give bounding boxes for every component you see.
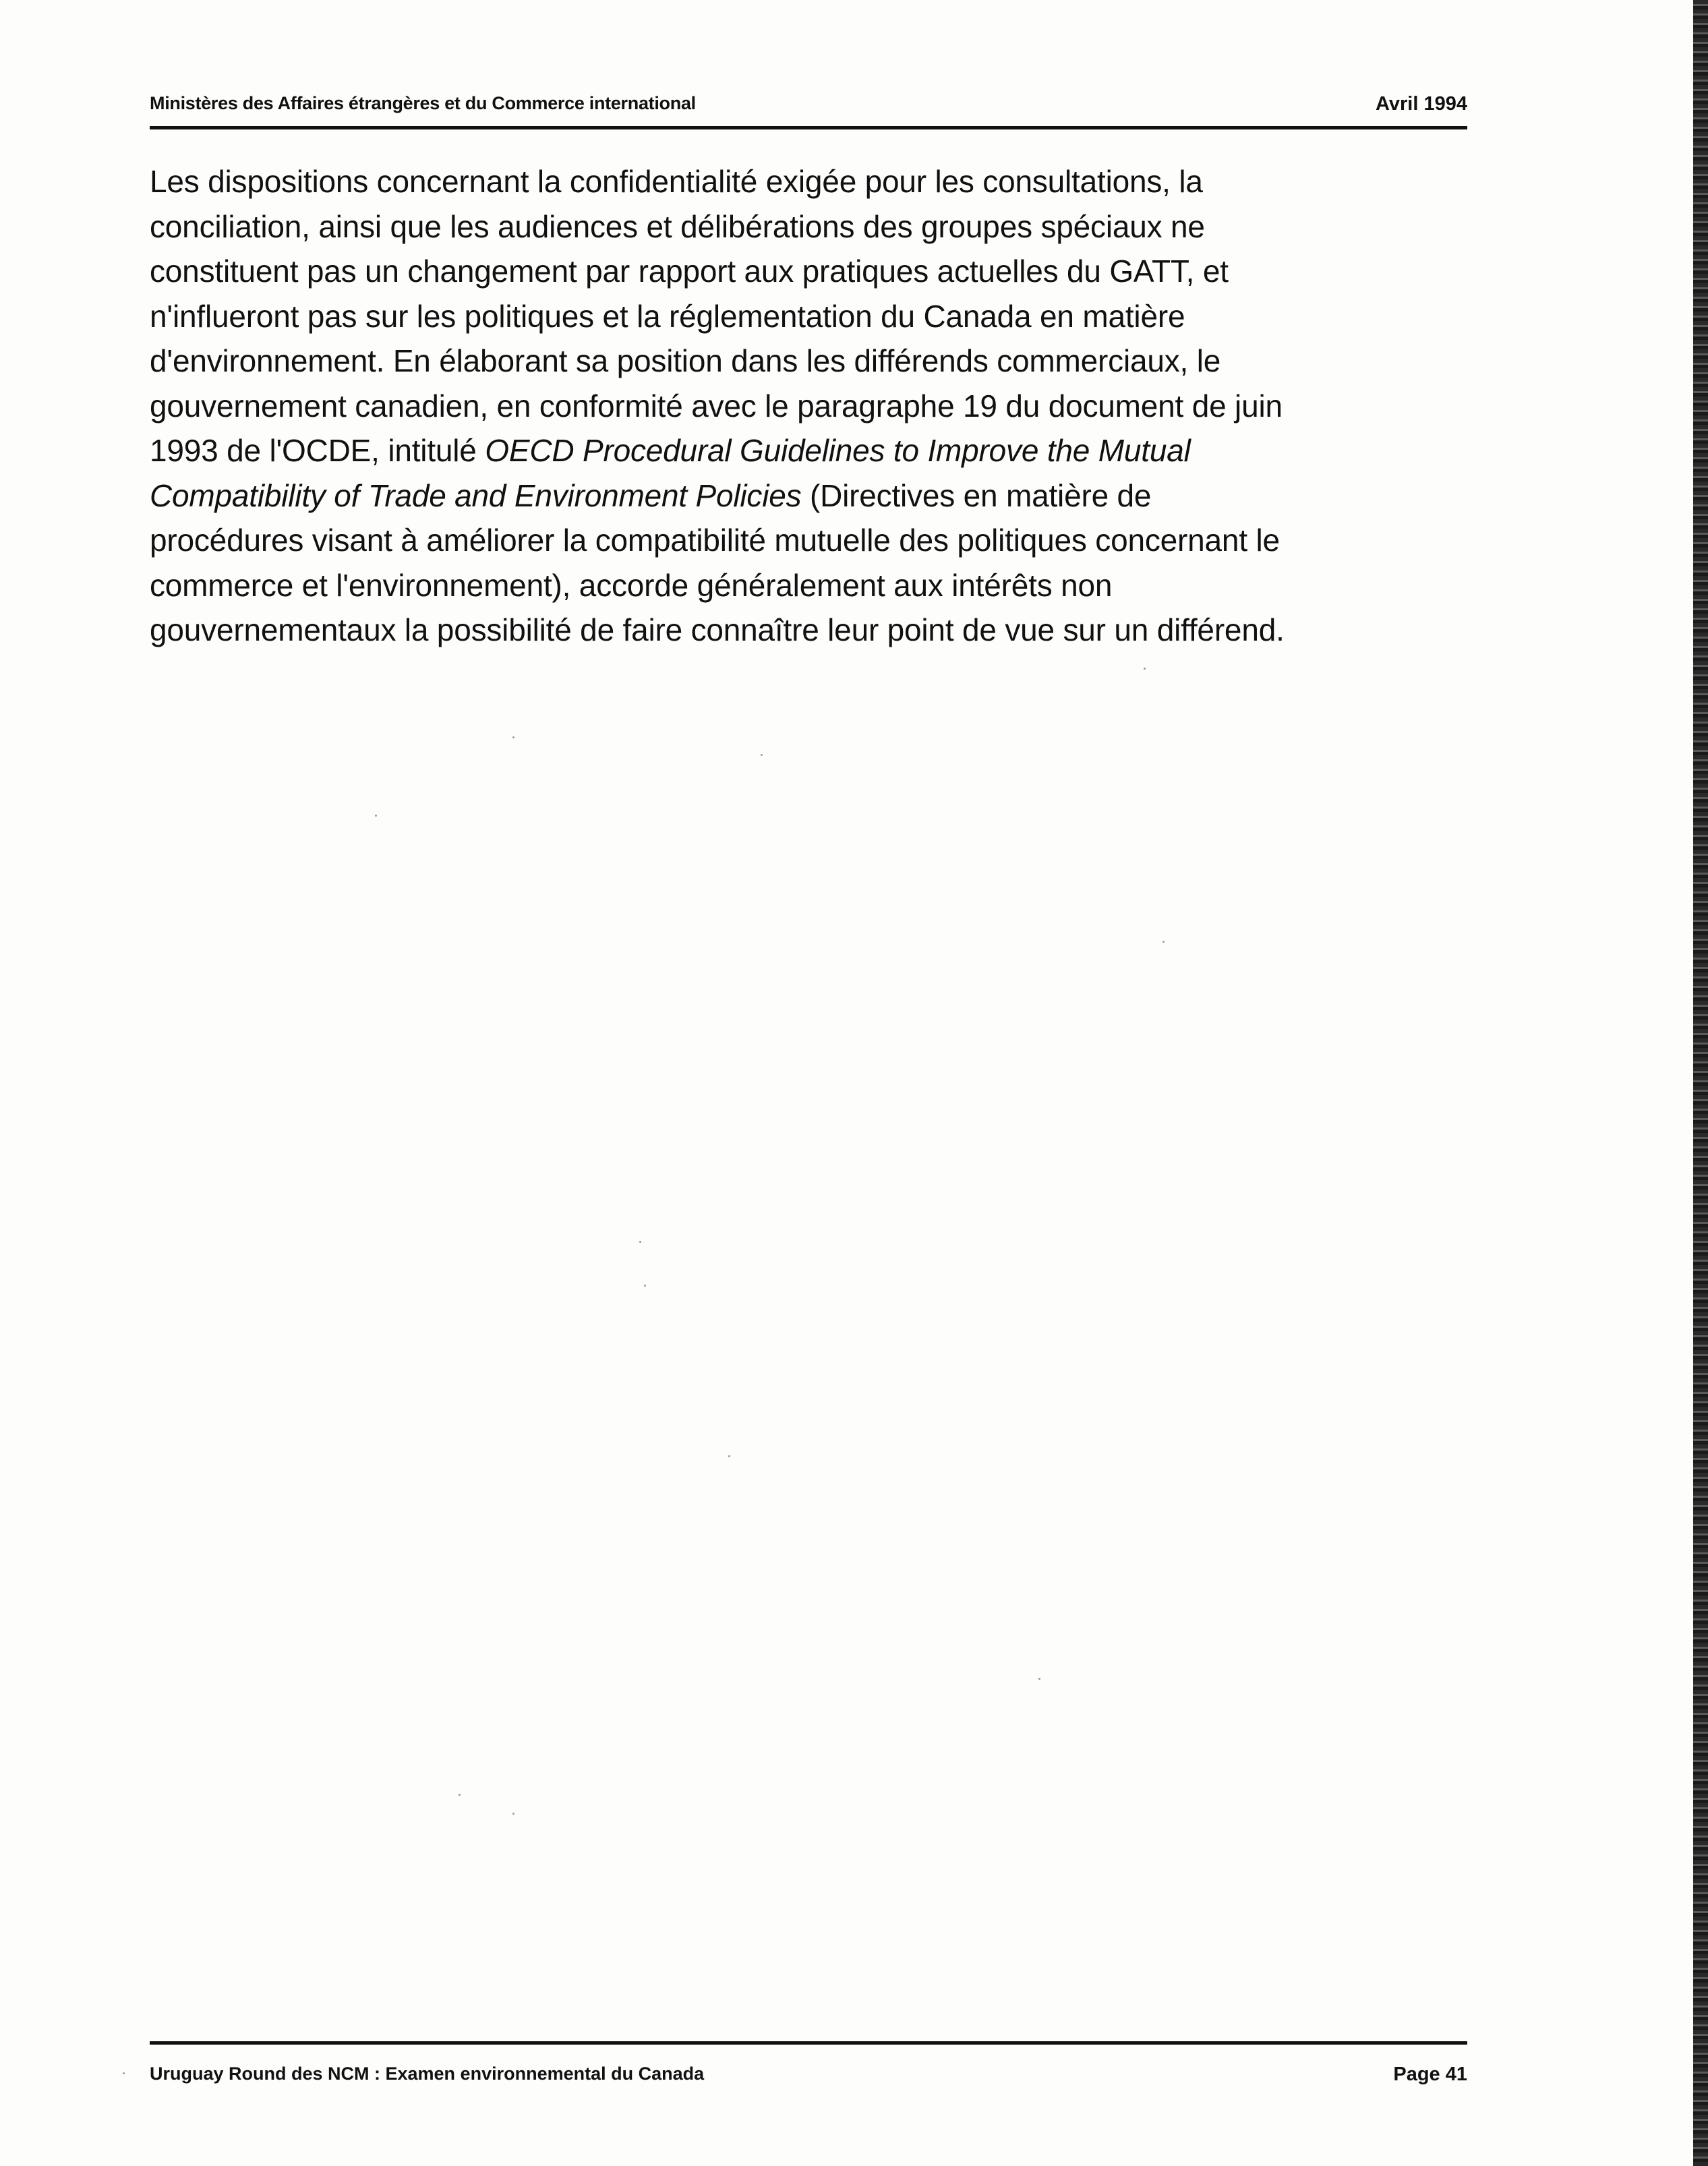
scan-speck — [459, 1794, 461, 1796]
scan-speck — [728, 1455, 730, 1457]
scan-speck — [512, 1813, 514, 1815]
scan-speck — [375, 815, 377, 817]
body-line: Les dispositions concernant la confidentialité exigée pour les consultations, la — [150, 164, 1203, 199]
body-line: procédures visant à améliorer la compatibilité mutuelle des politiques concernant le — [150, 523, 1280, 558]
body-line: conciliation, ainsi que les audiences et délibérations des groupes spéciaux ne — [150, 208, 1205, 244]
body-line: commerce et l'environnement), accorde généralement aux intérêts non — [150, 567, 1113, 603]
body-line: gouvernementaux la possibilité de faire connaître leur point de vue sur un différend. — [150, 612, 1285, 647]
body-line-part: (Directives en matière de — [801, 477, 1152, 513]
page-header — [150, 93, 1467, 127]
footer-title: Uruguay Round des NCM : Examen environnemental du Canada — [150, 2063, 705, 2084]
scan-edge — [1693, 0, 1708, 2166]
scan-speck — [639, 1241, 641, 1243]
body-line — [150, 428, 1498, 473]
footer-rule — [150, 2041, 1467, 2045]
scan-speck — [644, 1285, 646, 1287]
scan-speck — [1038, 1678, 1040, 1680]
body-line-part: 1993 de l'OCDE, intitulé — [150, 433, 485, 468]
page-number: Page 41 — [1393, 2063, 1467, 2085]
body-line: constituent pas un changement par rapport aux pratiques actuelles du GATT, et — [150, 254, 1229, 289]
body-line: gouvernement canadien, en conformité avec le paragraphe 19 du document de juin — [150, 388, 1283, 423]
scan-speck — [123, 2072, 125, 2074]
body-paragraph — [150, 159, 1498, 653]
body-line — [150, 473, 1498, 519]
document-title-italic: OECD Procedural Guidelines to Improve the Mutual — [485, 433, 1191, 468]
document-title-italic: Compatibility of Trade and Environment Policies — [150, 477, 802, 513]
scan-speck — [1144, 668, 1146, 670]
header-rule — [150, 126, 1467, 129]
header-date: Avril 1994 — [1376, 93, 1467, 115]
scan-speck — [512, 736, 514, 738]
header-ministry: Ministères des Affaires étrangères et du Commerce international — [150, 93, 696, 113]
body-line: n'influeront pas sur les politiques et la réglementation du Canada en matière — [150, 298, 1185, 334]
scan-speck — [761, 754, 763, 756]
body-line: d'environnement. En élaborant sa position dans les différends commerciaux, le — [150, 343, 1221, 378]
page-footer — [150, 2063, 1467, 2097]
scan-speck — [1162, 941, 1165, 943]
